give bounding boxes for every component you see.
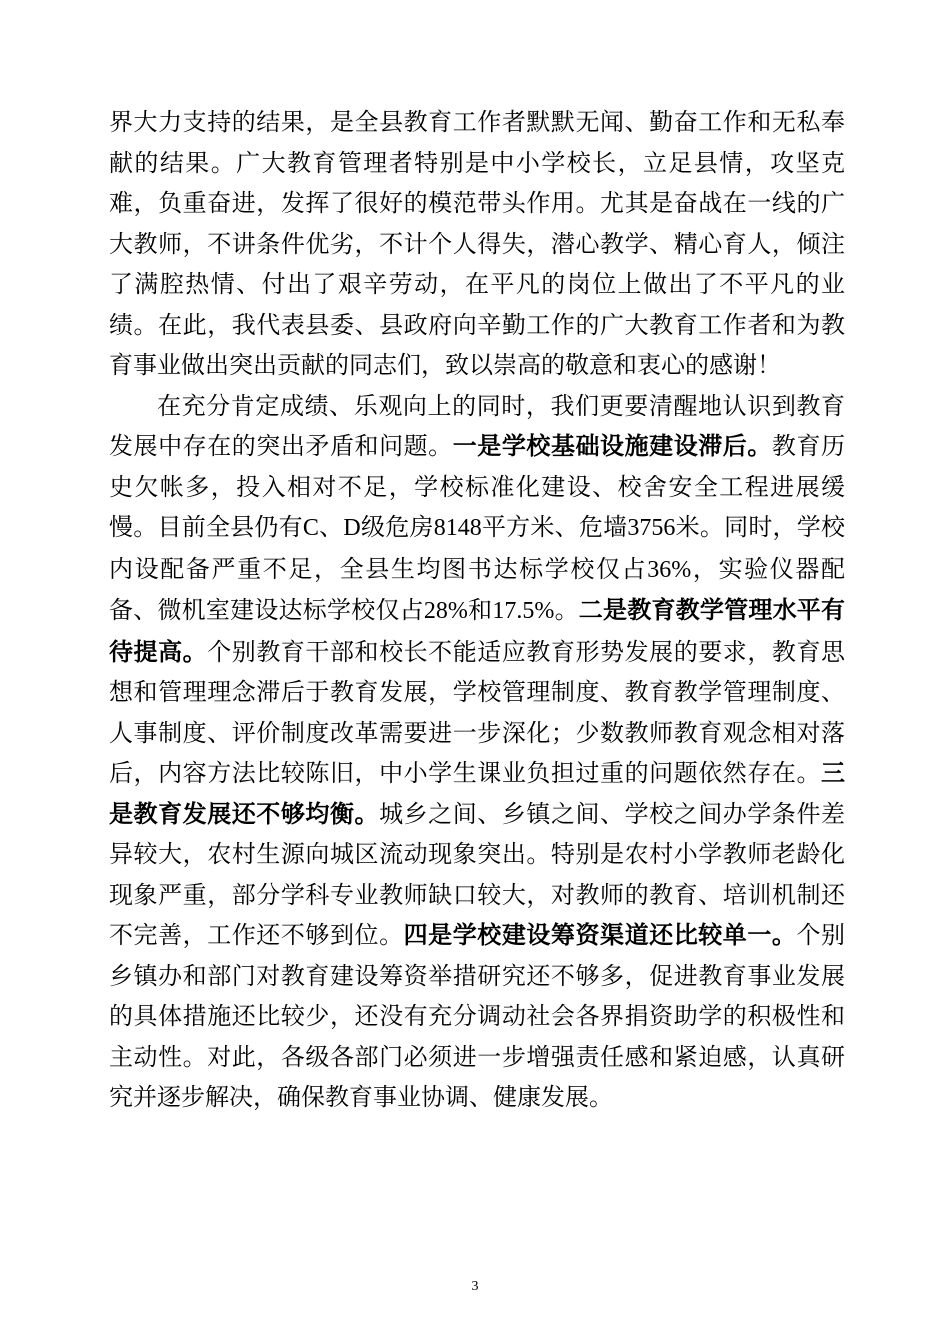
point-1-number: 3756 (627, 515, 676, 541)
point-4-heading: 四是学校建设筹资渠道还比较单一。 (403, 921, 797, 949)
paragraph-1: 界大力支持的结果，是全县教育工作者默默无闻、勤奋工作和无私奉献的结果。广大教育管理者特别是中小学校长，立足县情，攻坚克难，负重奋进，发挥了很好的模范带头作用。尤其是奋战在一线的广大教师，不讲条件优劣，不计个人得失，潜心教学、精心育人，倾注了满腔热情、付出了艰辛劳动，在平凡的岗位上做出了不平凡的业绩。在此，我代表县委、县政府向辛勤工作的广大教育工作者和为教育事业做出突出贡献的同志们，致以崇高的敬意和衷心的感谢！ (109, 108, 845, 379)
point-1-heading: 一是学校基础设施建设滞后。 (452, 432, 772, 460)
point-1-text: 级危房 (360, 513, 434, 541)
point-2-text: 个别教育干部和校长不能适应教育形势发展的要求，教育思想和管理理念滞后于教育发展，学校管理制度、教育教学管理制度、人事制度、评价制度改革需要进一步深化；少数教师教育观念相对落后，内容方法比较陈旧，中小学生课业负担过重的问题依然存在。 (109, 637, 846, 787)
point-1-text: 教育历史欠帐多，投入相对不足，学校标准化建设、校舍安全工程进展缓慢。目前全县仍有 (109, 432, 846, 541)
point-1-number: 8148 (433, 515, 482, 541)
point-3-text: 城乡之间、乡镇之间、学校之间办学条件差异较大，农村生源向城区流动现象突出。特别是农村小学教师老龄化现象严重，部分学科专业教师缺口较大，对教师的教育、培训机制还不完善，工作还不够到位。 (109, 799, 846, 949)
point-1-number: 17.5% (492, 598, 555, 624)
point-1-text: 、 (318, 513, 344, 541)
point-1-text: 和 (467, 596, 493, 624)
point-1-number: 36% (647, 556, 692, 583)
point-1-text: 。 (554, 596, 579, 624)
point-1-text: 平方米、危墙 (481, 513, 628, 541)
point-1-text: ，实验仪器配备、微机室建设达标学校仅占 (109, 554, 846, 624)
page-number: 3 (471, 1279, 479, 1294)
paragraph-2 (109, 386, 845, 1118)
point-1-number: D (343, 515, 361, 541)
point-2-heading: 二是教育教学管理水平有待提高。 (109, 596, 846, 666)
paragraph-2-intro: 在充分肯定成绩、乐观向上的同时，我们更要清醒地认识到教育发展中存在的突出矛盾和问题。 (109, 391, 845, 460)
point-3-heading: 三是教育发展还不够均衡。 (109, 759, 845, 828)
point-1-number: 28% (423, 598, 468, 624)
point-4-text: 个别乡镇办和部门对教育建设筹资举措研究还不够多，促进教育事业发展的具体措施还比较少，还没有充分调动社会各界捐资助学的积极性和主动性。对此，各级各部门必须进一步增强责任感和紧迫感，认真研究并逐步解决，确保教育事业协调、健康发展。 (109, 921, 846, 1111)
body-text (109, 102, 845, 1118)
point-1-number: C (302, 515, 319, 541)
point-1-text: 米。同时，学校内设配备严重不足，全县生均图书达标学校仅占 (109, 513, 846, 583)
